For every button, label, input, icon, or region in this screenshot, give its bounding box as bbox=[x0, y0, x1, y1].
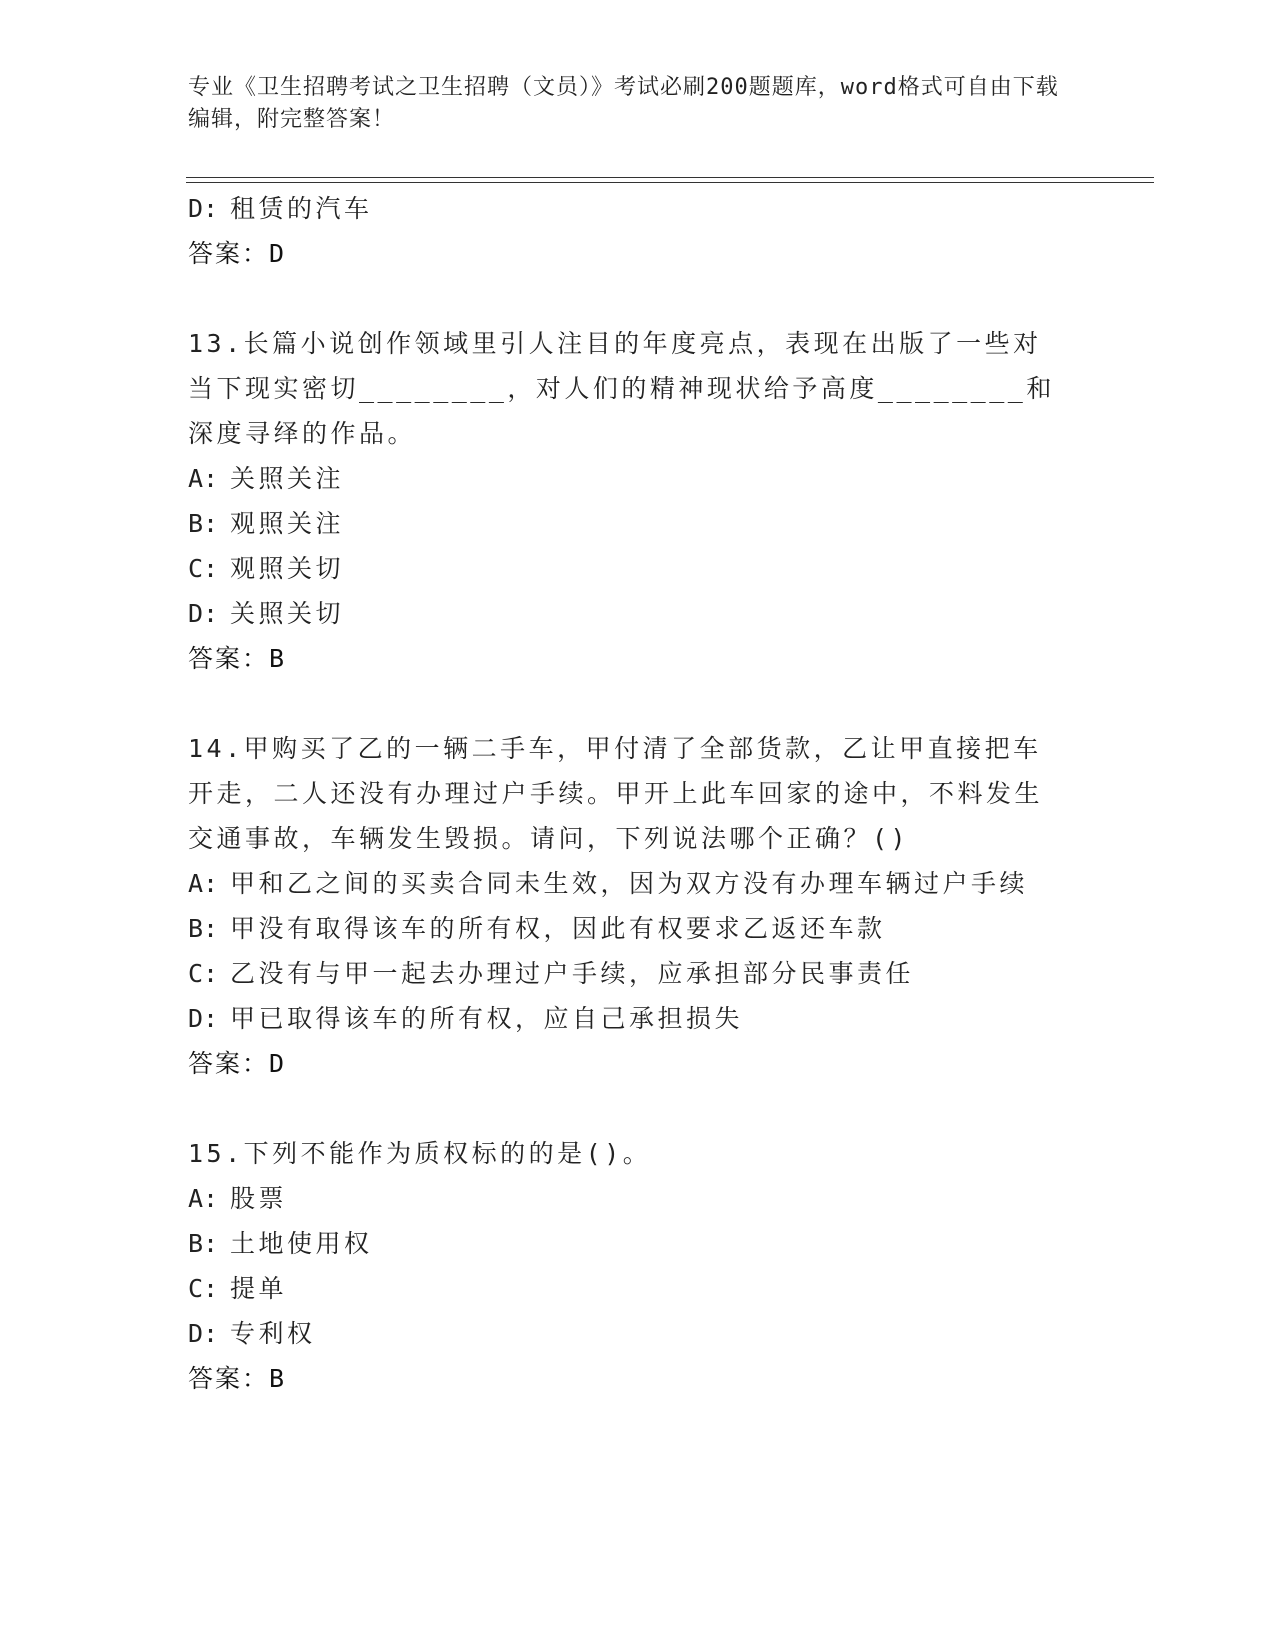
option-letter: C: bbox=[188, 959, 219, 988]
question-answer: 答案：D bbox=[188, 1049, 287, 1078]
option-letter: A: bbox=[188, 869, 219, 898]
question-stem: 15.下列不能作为质权标的的是()。 bbox=[188, 1139, 652, 1168]
option-text: 租赁的汽车 bbox=[230, 194, 373, 223]
option-text: 关照关注 bbox=[230, 464, 345, 493]
option-c bbox=[188, 546, 1078, 591]
option-letter: C: bbox=[188, 1274, 219, 1303]
option-b bbox=[188, 906, 1078, 951]
option-text: 观照关切 bbox=[230, 554, 345, 583]
option-b bbox=[188, 501, 1078, 546]
option-b bbox=[188, 1221, 1078, 1266]
option-c bbox=[188, 951, 1078, 996]
option-letter: D: bbox=[188, 1319, 219, 1348]
option-letter: A: bbox=[188, 1184, 219, 1213]
document-body bbox=[188, 186, 1078, 1401]
option-a bbox=[188, 1176, 1078, 1221]
option-text: 股票 bbox=[230, 1184, 288, 1213]
prev-question-answer: 答案：D bbox=[188, 239, 287, 268]
document-header: 专业《卫生招聘考试之卫生招聘（文员）》考试必刷200题题库，word格式可自由下载编辑，附完整答案！ bbox=[188, 75, 1059, 132]
option-d bbox=[188, 996, 1078, 1041]
option-letter: B: bbox=[188, 914, 219, 943]
option-text: 专利权 bbox=[230, 1319, 316, 1348]
question-15 bbox=[188, 1131, 1078, 1401]
option-c bbox=[188, 1266, 1078, 1311]
question-14 bbox=[188, 726, 1078, 1086]
question-answer: 答案：B bbox=[188, 644, 287, 673]
prev-question-option-d bbox=[188, 186, 1078, 231]
option-text: 甲没有取得该车的所有权，因此有权要求乙返还车款 bbox=[230, 914, 886, 943]
option-text: 土地使用权 bbox=[230, 1229, 373, 1258]
option-text: 提单 bbox=[230, 1274, 288, 1303]
option-letter: D: bbox=[188, 599, 219, 628]
option-d bbox=[188, 1311, 1078, 1356]
option-d bbox=[188, 591, 1078, 636]
question-answer: 答案：B bbox=[188, 1364, 287, 1393]
option-letter: D: bbox=[188, 1004, 219, 1033]
header-divider-bottom bbox=[186, 182, 1154, 183]
question-stem: 13.长篇小说创作领域里引人注目的年度亮点，表现在出版了一些对当下现实密切________，对人们的精神现状给予高度________和深度寻绎的作品。 bbox=[188, 329, 1055, 448]
option-a bbox=[188, 456, 1078, 501]
option-letter: D: bbox=[188, 194, 219, 223]
option-letter: C: bbox=[188, 554, 219, 583]
option-letter: B: bbox=[188, 509, 219, 538]
option-letter: B: bbox=[188, 1229, 219, 1258]
option-text: 乙没有与甲一起去办理过户手续，应承担部分民事责任 bbox=[230, 959, 915, 988]
option-text: 甲和乙之间的买卖合同未生效，因为双方没有办理车辆过户手续 bbox=[230, 869, 1029, 898]
option-text: 关照关切 bbox=[230, 599, 345, 628]
question-13 bbox=[188, 321, 1078, 681]
option-text: 甲已取得该车的所有权，应自己承担损失 bbox=[230, 1004, 744, 1033]
option-a bbox=[188, 861, 1078, 906]
question-stem: 14.甲购买了乙的一辆二手车，甲付清了全部货款，乙让甲直接把车开走，二人还没有办理过户手续。甲开上此车回家的途中，不料发生交通事故，车辆发生毁损。请问，下列说法哪个正确？() bbox=[188, 734, 1044, 853]
option-letter: A: bbox=[188, 464, 219, 493]
option-text: 观照关注 bbox=[230, 509, 345, 538]
header-divider-top bbox=[186, 177, 1154, 178]
